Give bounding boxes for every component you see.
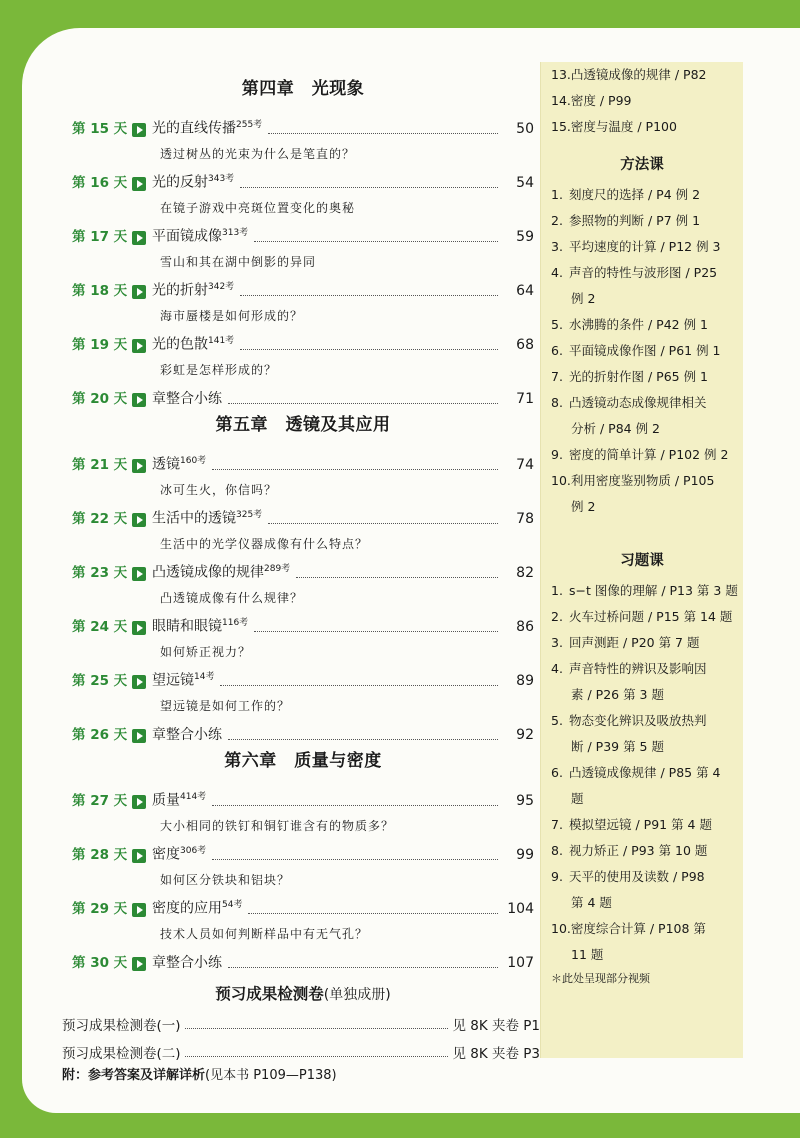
day-label: 第 29 天 (72, 901, 128, 917)
entry-subtitle: 雪山和其在湖中倒影的异同 (160, 255, 317, 269)
play-icon[interactable] (132, 231, 146, 245)
exam-count: 289考 (264, 564, 291, 575)
item-continuation: 第 4 题 (571, 895, 612, 910)
method-item[interactable] (541, 338, 743, 364)
exam-count: 54考 (222, 900, 243, 911)
item-text: 水沸腾的条件 / P42 例 1 (569, 317, 709, 332)
sidebar-item[interactable] (541, 114, 743, 140)
item-number: 1. (551, 187, 563, 202)
entry-title-text: 眼睛和眼镜 (152, 619, 222, 635)
dot-leader (268, 523, 498, 524)
item-continuation: 题 (571, 791, 584, 806)
method-item[interactable] (541, 390, 743, 416)
exercise-item[interactable] (541, 604, 743, 630)
play-icon[interactable] (132, 903, 146, 917)
toc-entry[interactable] (72, 448, 534, 474)
entry-title (152, 842, 206, 864)
item-text: 密度与温度 / P100 (570, 119, 677, 134)
item-text: s−t 图像的理解 / P13 第 3 题 (569, 583, 738, 598)
page-number: 78 (516, 511, 534, 527)
item-number: 9. (551, 447, 563, 462)
dot-leader (185, 1056, 449, 1057)
item-number: 10. (551, 921, 571, 936)
dot-leader (212, 859, 498, 860)
toc-entry[interactable] (72, 718, 534, 744)
item-text: 凸透镜成像的规律 / P82 (570, 67, 707, 82)
toc-entry[interactable] (72, 610, 534, 636)
toc-entry[interactable] (72, 382, 534, 408)
entry-title (152, 170, 234, 192)
sidebar-item[interactable] (541, 88, 743, 114)
sidebar-footnote: ＊此处呈现部分视频 (551, 972, 650, 985)
supplement-row[interactable] (62, 1006, 540, 1034)
supplement-title (72, 982, 534, 1006)
day-label: 第 16 天 (72, 175, 128, 191)
item-number: 7. (551, 817, 563, 832)
item-continuation: 例 2 (571, 499, 596, 514)
item-text: 凸透镜动态成像规律相关 (569, 395, 707, 410)
play-icon[interactable] (132, 621, 146, 635)
method-item[interactable] (541, 260, 743, 286)
entry-title (152, 278, 234, 300)
day-label: 第 18 天 (72, 283, 128, 299)
method-item[interactable] (541, 442, 743, 468)
supplement-title-text: 预习成果检测卷 (215, 985, 324, 1003)
table-of-contents (62, 72, 540, 1083)
item-number: 10. (551, 473, 571, 488)
item-text: 密度综合计算 / P108 第 (570, 921, 706, 936)
dot-leader (228, 967, 498, 968)
method-item[interactable] (541, 208, 743, 234)
dot-leader (248, 913, 498, 914)
day-label: 第 15 天 (72, 121, 128, 137)
appendix-line (62, 1064, 534, 1083)
entry-title (152, 452, 206, 474)
toc-entry[interactable] (72, 946, 534, 972)
day-label: 第 21 天 (72, 457, 128, 473)
day-label: 第 25 天 (72, 673, 128, 689)
entry-title-text: 光的直线传播 (152, 121, 236, 137)
item-continuation: 11 题 (571, 947, 604, 962)
chapter-title: 第六章 质量与密度 (224, 751, 382, 771)
entry-subtitle: 在镜子游戏中亮斑位置变化的奥秘 (160, 201, 356, 215)
entry-title-text: 生活中的透镜 (152, 511, 236, 527)
exercise-list (541, 578, 743, 968)
item-number: 9. (551, 869, 563, 884)
exercise-item[interactable] (541, 864, 743, 890)
item-text: 声音特性的辨识及影响因 (569, 661, 707, 676)
dot-leader (296, 577, 498, 578)
page-number: 74 (516, 457, 534, 473)
exam-count: 160考 (180, 456, 207, 467)
page-number: 64 (516, 283, 534, 299)
entry-title (152, 788, 206, 810)
exam-count: 116考 (222, 618, 249, 629)
day-label: 第 26 天 (72, 727, 128, 743)
entry-subtitle: 凸透镜成像有什么规律？ (160, 591, 304, 605)
chapter-title: 第五章 透镜及其应用 (215, 415, 391, 435)
entry-title (152, 224, 248, 246)
dot-leader (185, 1028, 449, 1029)
exam-count: 14考 (194, 672, 215, 683)
day-label: 第 28 天 (72, 847, 128, 863)
item-number: 5. (551, 713, 563, 728)
item-number: 3. (551, 239, 563, 254)
method-item[interactable] (541, 234, 743, 260)
appendix-note: (见本书 P109—P138) (205, 1068, 337, 1083)
entry-title (152, 332, 234, 354)
entry-title-text: 望远镜 (152, 673, 194, 689)
item-text: 参照物的判断 / P7 例 1 (569, 213, 701, 228)
play-icon[interactable] (132, 849, 146, 863)
exercise-item[interactable] (541, 916, 743, 942)
entry-title-text: 章整合小练 (152, 391, 222, 407)
entry-title (152, 390, 222, 408)
play-icon[interactable] (132, 513, 146, 527)
dot-leader (212, 469, 498, 470)
play-icon[interactable] (132, 675, 146, 689)
dot-leader (240, 295, 498, 296)
day-label: 第 19 天 (72, 337, 128, 353)
entry-subtitle: 如何区分铁块和铝块？ (160, 873, 291, 887)
page-number: 107 (507, 955, 534, 971)
entry-title-text: 密度 (152, 847, 180, 863)
day-label: 第 22 天 (72, 511, 128, 527)
entry-title (152, 560, 290, 582)
entry-title (152, 668, 214, 690)
play-icon[interactable] (132, 459, 146, 473)
item-continuation: 素 / P26 第 3 题 (571, 687, 664, 702)
toc-entry[interactable] (72, 274, 534, 300)
supplement-note: (单独成册) (323, 987, 391, 1003)
page-number: 99 (516, 847, 534, 863)
exercise-item[interactable] (541, 838, 743, 864)
item-number: 2. (551, 213, 563, 228)
item-number: 8. (551, 395, 563, 410)
item-number: 6. (551, 765, 563, 780)
page-number: 71 (516, 391, 534, 407)
day-label: 第 27 天 (72, 793, 128, 809)
play-icon[interactable] (132, 123, 146, 137)
supplement-row[interactable] (62, 1034, 540, 1062)
play-icon[interactable] (132, 729, 146, 743)
item-text: 密度 / P99 (570, 93, 632, 108)
method-item[interactable] (541, 468, 743, 494)
dot-leader (240, 187, 498, 188)
dot-leader (240, 349, 498, 350)
toc-entry[interactable] (72, 220, 534, 246)
exam-count: 141考 (208, 336, 235, 347)
item-number: 4. (551, 265, 563, 280)
toc-entry[interactable] (72, 664, 534, 690)
supplement-label: 预习成果检测卷(二) (62, 1046, 181, 1062)
toc-entry[interactable] (72, 556, 534, 582)
dot-leader (220, 685, 498, 686)
entry-title-text: 凸透镜成像的规律 (152, 565, 264, 581)
item-number: 7. (551, 369, 563, 384)
entry-title-text: 光的折射 (152, 283, 208, 299)
item-continuation: 断 / P39 第 5 题 (571, 739, 664, 754)
item-continuation: 分析 / P84 例 2 (571, 421, 661, 436)
entry-subtitle: 冰可生火，你信吗？ (160, 483, 278, 497)
item-number: 4. (551, 661, 563, 676)
item-text: 火车过桥问题 / P15 第 14 题 (569, 609, 733, 624)
supplement-ref: 见 8K 夹卷 P1 (452, 1018, 540, 1034)
play-icon[interactable] (132, 957, 146, 971)
exercise-item[interactable] (541, 812, 743, 838)
entry-title (152, 116, 262, 138)
entry-title-text: 平面镜成像 (152, 229, 222, 245)
entry-title (152, 896, 242, 918)
item-number: 6. (551, 343, 563, 358)
entry-title-text: 透镜 (152, 457, 180, 473)
item-text: 刻度尺的选择 / P4 例 2 (569, 187, 701, 202)
dot-leader (268, 133, 498, 134)
page-number: 59 (516, 229, 534, 245)
entry-title-text: 光的反射 (152, 175, 208, 191)
play-icon[interactable] (132, 177, 146, 191)
entry-title (152, 506, 262, 528)
exam-count: 342考 (208, 282, 235, 293)
sidebar-top-list (541, 62, 743, 140)
exam-count: 255考 (236, 120, 263, 131)
entry-subtitle: 海市蜃楼是如何形成的？ (160, 309, 304, 323)
exam-count: 325考 (236, 510, 263, 521)
toc-entry[interactable] (72, 784, 534, 810)
sidebar-index (540, 62, 743, 1058)
item-text: 平面镜成像作图 / P61 例 1 (569, 343, 721, 358)
entry-subtitle: 大小相同的铁钉和铜钉谁含有的物质多？ (160, 819, 395, 833)
exam-count: 313考 (222, 228, 249, 239)
entry-subtitle: 彩虹是怎样形成的？ (160, 363, 278, 377)
item-text: 物态变化辨识及吸放热判 (569, 713, 707, 728)
item-text: 视力矫正 / P93 第 10 题 (569, 843, 708, 858)
item-text: 天平的使用及读数 / P98 (569, 869, 705, 884)
item-text: 声音的特性与波形图 / P25 (569, 265, 718, 280)
item-text: 密度的简单计算 / P102 例 2 (569, 447, 729, 462)
dot-leader (228, 403, 498, 404)
item-number: 8. (551, 843, 563, 858)
play-icon[interactable] (132, 285, 146, 299)
exercise-item[interactable] (541, 630, 743, 656)
appendix-bold: 附：参考答案及详解详析 (62, 1068, 206, 1083)
day-label: 第 24 天 (72, 619, 128, 635)
entry-title-text: 密度的应用 (152, 901, 222, 917)
exam-count: 414考 (180, 792, 207, 803)
page-number: 68 (516, 337, 534, 353)
dot-leader (228, 739, 498, 740)
exercise-item[interactable] (541, 656, 743, 682)
item-text: 回声测距 / P20 第 7 题 (569, 635, 700, 650)
entry-title (152, 614, 248, 636)
play-icon[interactable] (132, 339, 146, 353)
exercise-title: 习题课 (620, 553, 664, 569)
toc-entry[interactable] (72, 112, 534, 138)
play-icon[interactable] (132, 567, 146, 581)
sidebar-item[interactable] (541, 62, 743, 88)
page-number: 92 (516, 727, 534, 743)
play-icon[interactable] (132, 795, 146, 809)
item-text: 凸透镜成像规律 / P85 第 4 (569, 765, 721, 780)
day-label: 第 30 天 (72, 955, 128, 971)
chapter-title: 第四章 光现象 (241, 79, 365, 99)
item-number: 3. (551, 635, 563, 650)
method-list (541, 182, 743, 520)
page-number: 50 (516, 121, 534, 137)
page-number: 89 (516, 673, 534, 689)
page-number: 82 (516, 565, 534, 581)
entry-subtitle: 望远镜是如何工作的？ (160, 699, 291, 713)
entry-subtitle: 生活中的光学仪器成像有什么特点？ (160, 537, 369, 551)
exam-count: 306考 (180, 846, 207, 857)
item-number: 1. (551, 583, 563, 598)
method-title: 方法课 (620, 157, 664, 173)
toc-entry[interactable] (72, 502, 534, 528)
exam-count: 343考 (208, 174, 235, 185)
day-label: 第 20 天 (72, 391, 128, 407)
day-label: 第 23 天 (72, 565, 128, 581)
page-number: 54 (516, 175, 534, 191)
dot-leader (254, 631, 498, 632)
page-number: 104 (507, 901, 534, 917)
toc-entry[interactable] (72, 892, 534, 918)
item-number: 5. (551, 317, 563, 332)
method-item[interactable] (541, 182, 743, 208)
item-number: 13. (551, 67, 571, 82)
entry-title-text: 章整合小练 (152, 727, 222, 743)
item-number: 2. (551, 609, 563, 624)
item-number: 14. (551, 93, 571, 108)
exercise-item[interactable] (541, 760, 743, 786)
entry-title-text: 光的色散 (152, 337, 208, 353)
method-item[interactable] (541, 364, 743, 390)
entry-title-text: 质量 (152, 793, 180, 809)
toc-entry[interactable] (72, 166, 534, 192)
entry-title (152, 726, 222, 744)
method-item[interactable] (541, 312, 743, 338)
entry-title-text: 章整合小练 (152, 955, 222, 971)
day-label: 第 17 天 (72, 229, 128, 245)
item-text: 模拟望远镜 / P91 第 4 题 (569, 817, 712, 832)
entry-subtitle: 技术人员如何判断样品中有无气孔？ (160, 927, 369, 941)
item-text: 平均速度的计算 / P12 例 3 (569, 239, 721, 254)
play-icon[interactable] (132, 393, 146, 407)
item-continuation: 例 2 (571, 291, 596, 306)
supplement-ref: 见 8K 夹卷 P3 (452, 1046, 540, 1062)
page-number: 95 (516, 793, 534, 809)
exercise-item[interactable] (541, 578, 743, 604)
toc-entry[interactable] (72, 328, 534, 354)
dot-leader (254, 241, 498, 242)
item-number: 15. (551, 119, 571, 134)
entry-title (152, 954, 222, 972)
item-text: 光的折射作图 / P65 例 1 (569, 369, 709, 384)
toc-entry[interactable] (72, 838, 534, 864)
entry-subtitle: 如何矫正视力？ (160, 645, 252, 659)
supplement-label: 预习成果检测卷(一) (62, 1018, 181, 1034)
page-number: 86 (516, 619, 534, 635)
dot-leader (212, 805, 498, 806)
item-text: 利用密度鉴别物质 / P105 (570, 473, 715, 488)
entry-subtitle: 透过树丛的光束为什么是笔直的？ (160, 147, 356, 161)
exercise-item[interactable] (541, 708, 743, 734)
